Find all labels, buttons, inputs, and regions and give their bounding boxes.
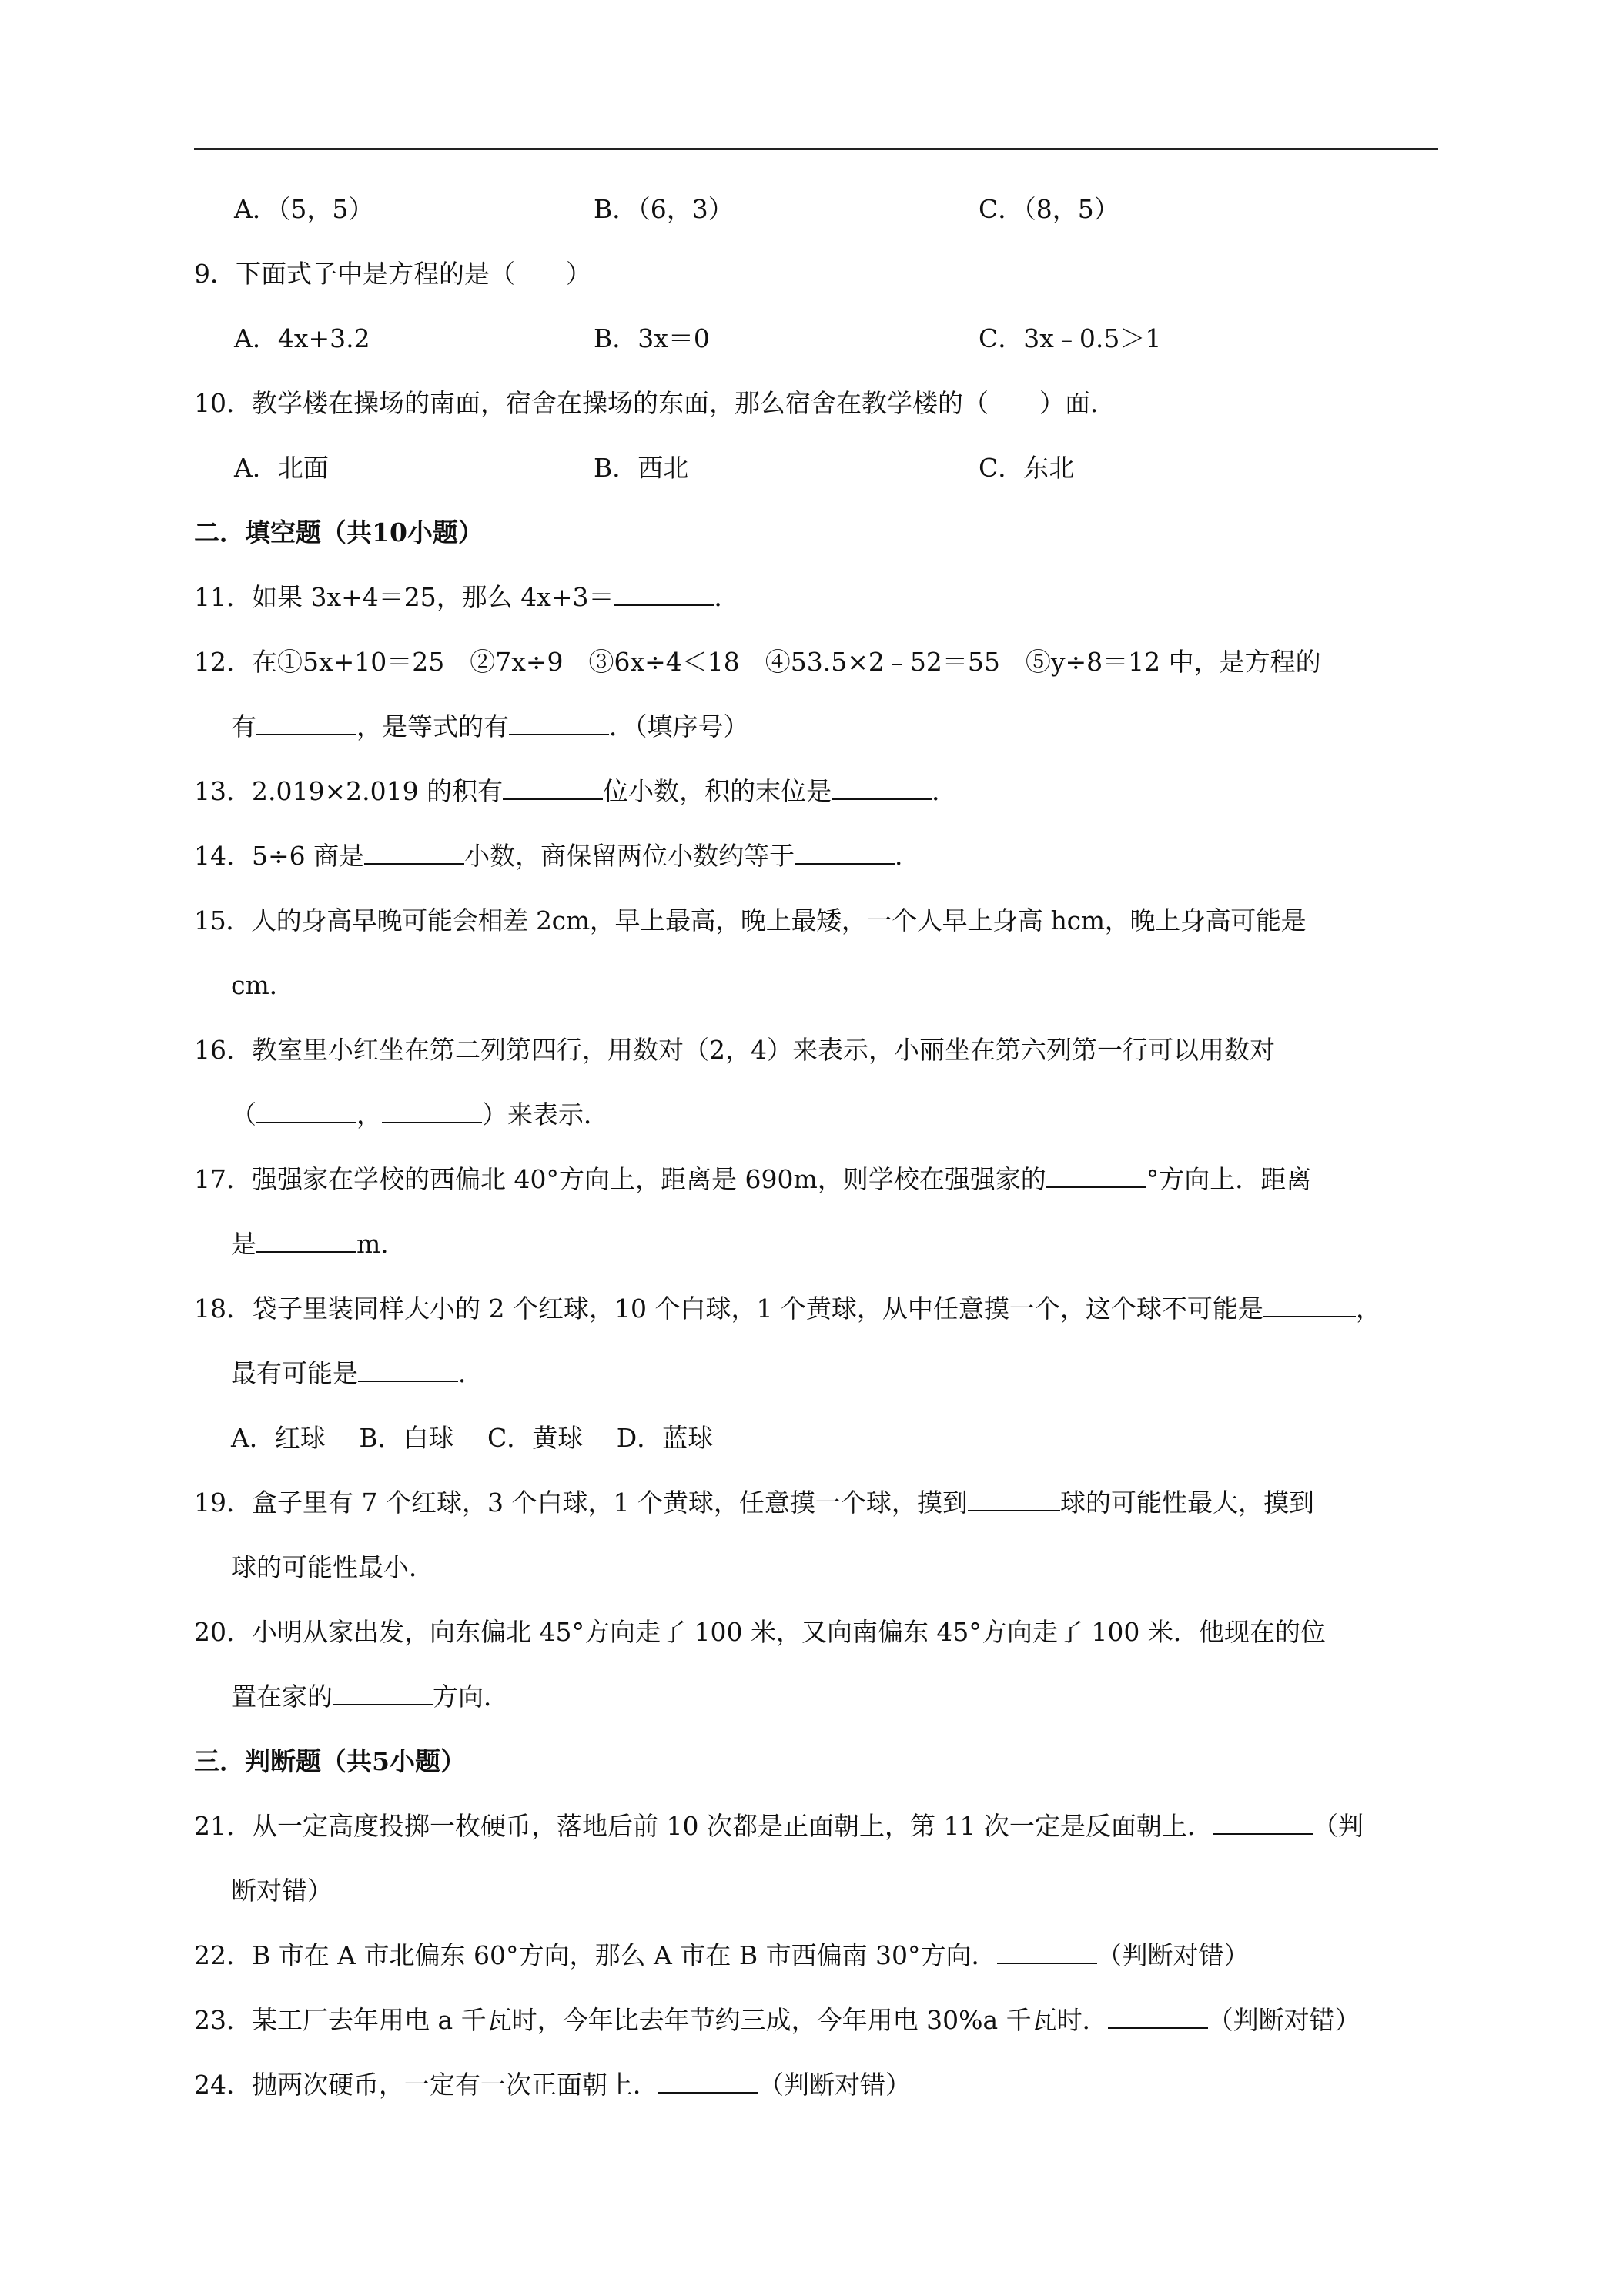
q14	[194, 839, 1438, 904]
q23-text-a: 23．某工厂去年用电 a 千瓦时，今年比去年节约三成，今年用电 30%a 千瓦时．	[194, 2005, 1108, 2035]
q24-text-b: （判断对错）	[758, 2070, 911, 2100]
header-rule	[194, 148, 1438, 150]
q9-options	[194, 322, 1438, 387]
answer-blank	[997, 1940, 1097, 1964]
q9-stem: 9．下面式子中是方程的是（ ）	[194, 259, 591, 289]
q21-text-a: 21．从一定高度投掷一枚硬币，落地后前 10 次都是正面朝上，第 11 次一定是反面朝上．	[194, 1811, 1213, 1841]
q21-line1	[194, 1809, 1438, 1874]
q14-text-c: ．	[895, 841, 921, 871]
q9-option-a: A．4x+3.2	[234, 323, 370, 353]
answer-blank	[795, 840, 895, 865]
q18-options: A．红球 B．白球 C．黄球 D．蓝球	[231, 1423, 714, 1453]
q12-text-a: 有	[231, 711, 256, 741]
q12-text-b: ，是等式的有	[356, 711, 509, 741]
q12-line1: 12．在①5x+10＝25 ②7x÷9 ③6x÷4＜18 ④53.5×2﹣52＝55 ⑤y÷8＝12 中，是方程的	[194, 647, 1321, 677]
q9-option-c: C．3x﹣0.5＞1	[979, 323, 1162, 353]
answer-blank	[503, 775, 603, 800]
q10-option-a: A．北面	[234, 453, 329, 483]
q20-text-b: 方向．	[433, 1682, 509, 1712]
q19-text-b: 球的可能性最大，摸到	[1059, 1488, 1314, 1518]
q17-line2	[194, 1227, 1438, 1292]
answer-blank	[1263, 1293, 1356, 1317]
answer-blank	[256, 1228, 356, 1253]
q19-line1	[194, 1486, 1438, 1551]
q11-text: 11．如果 3x+4＝25，那么 4x+3＝	[194, 582, 614, 612]
answer-blank	[968, 1487, 1060, 1511]
q16-line2	[194, 1098, 1438, 1163]
q8-option-a: A．（5，5）	[234, 194, 374, 224]
answer-blank	[333, 1681, 433, 1705]
q16-text-c: ）来表示．	[482, 1099, 609, 1130]
answer-blank	[382, 1099, 482, 1123]
q20-text-a: 置在家的	[231, 1682, 333, 1712]
q12-line2	[194, 710, 1438, 775]
q22-text-a: 22．B 市在 A 市北偏东 60°方向，那么 A 市在 B 市西偏南 30°方向．	[194, 1940, 997, 1970]
q19-text-a: 19．盒子里有 7 个红球，3 个白球，1 个黄球，任意摸一个球，摸到	[194, 1488, 968, 1518]
q13-text-a: 13．2.019×2.019 的积有	[194, 776, 504, 806]
answer-blank	[1046, 1163, 1146, 1188]
q16-text-a: （	[231, 1099, 256, 1130]
q18-text-a: 18．袋子里装同样大小的 2 个红球，10 个白球，1 个黄球，从中任意摸一个，这个球不可能是	[194, 1294, 1263, 1324]
q13-text-c: ．	[932, 776, 958, 806]
answer-blank	[256, 711, 356, 735]
q22-text-b: （判断对错）	[1096, 1940, 1250, 1970]
answer-blank	[364, 840, 464, 865]
answer-blank	[1213, 1810, 1313, 1835]
section-heading-true-false: 三．判断题（共5小题）	[194, 1746, 466, 1776]
q23	[194, 2003, 1438, 2068]
q11-end: ．	[714, 582, 740, 612]
q14-text-b: 小数，商保留两位小数约等于	[464, 841, 795, 871]
q13-text-b: 位小数，积的末位是	[603, 776, 832, 806]
q20-line1: 20．小明从家出发，向东偏北 45°方向走了 100 米，又向南偏东 45°方向走了 100 米．他现在的位	[194, 1617, 1326, 1647]
q8-options	[194, 192, 1438, 257]
answer-blank	[358, 1357, 458, 1382]
q21-text-b: （判	[1312, 1811, 1364, 1841]
answer-blank	[658, 2069, 758, 2094]
q8-option-b: B．（6，3）	[594, 194, 734, 224]
q11	[194, 581, 1438, 645]
q23-text-b: （判断对错）	[1207, 2005, 1360, 2035]
q9-option-b: B．3x＝0	[594, 323, 710, 353]
answer-blank	[1108, 2004, 1208, 2029]
q17-line1	[194, 1163, 1438, 1227]
answer-blank	[832, 775, 932, 800]
answer-blank	[509, 711, 609, 735]
q13	[194, 775, 1438, 839]
q18-line1	[194, 1292, 1438, 1357]
q10-options	[194, 451, 1438, 516]
q12-text-c: ．（填序号）	[609, 711, 749, 741]
q15-line2: cm．	[231, 970, 295, 1000]
q10-option-b: B．西北	[594, 453, 689, 483]
q18-text-b: ，	[1355, 1294, 1381, 1324]
q10-stem: 10．教学楼在操场的南面，宿舍在操场的东面，那么宿舍在教学楼的（ ）面．	[194, 388, 1116, 418]
q19-line2: 球的可能性最小．	[231, 1552, 434, 1582]
section-heading-fill-blank: 二．填空题（共10小题）	[194, 517, 484, 547]
q17-text-a: 17．强强家在学校的西偏北 40°方向上，距离是 690m，则学校在强强家的	[194, 1164, 1046, 1194]
q10-option-c: C．东北	[979, 453, 1075, 483]
answer-blank	[614, 581, 714, 606]
q22	[194, 1939, 1438, 2003]
exam-page	[194, 192, 1438, 2133]
q18-text-d: ．	[458, 1358, 484, 1388]
q17-text-d: m．	[356, 1229, 407, 1259]
q18-text-c: 最有可能是	[231, 1358, 358, 1388]
q15-line1: 15．人的身高早晚可能会相差 2cm，早上最高，晚上最矮，一个人早上身高 hcm，晚上身高可能是	[194, 905, 1307, 935]
q16-line1: 16．教室里小红坐在第二列第四行，用数对（2，4）来表示，小丽坐在第六列第一行可以用数对	[194, 1035, 1275, 1065]
q16-text-b: ，	[356, 1099, 382, 1130]
q8-option-c: C．（8，5）	[979, 194, 1119, 224]
q21-line2: 断对错）	[231, 1876, 333, 1906]
q24	[194, 2068, 1438, 2133]
answer-blank	[256, 1099, 356, 1123]
q24-text-a: 24．抛两次硬币，一定有一次正面朝上．	[194, 2070, 658, 2100]
q17-text-b: °方向上．距离	[1146, 1164, 1312, 1194]
q17-text-c: 是	[231, 1229, 256, 1259]
q14-text-a: 14．5÷6 商是	[194, 841, 365, 871]
q20-line2	[194, 1680, 1438, 1745]
q18-line2	[194, 1357, 1438, 1421]
